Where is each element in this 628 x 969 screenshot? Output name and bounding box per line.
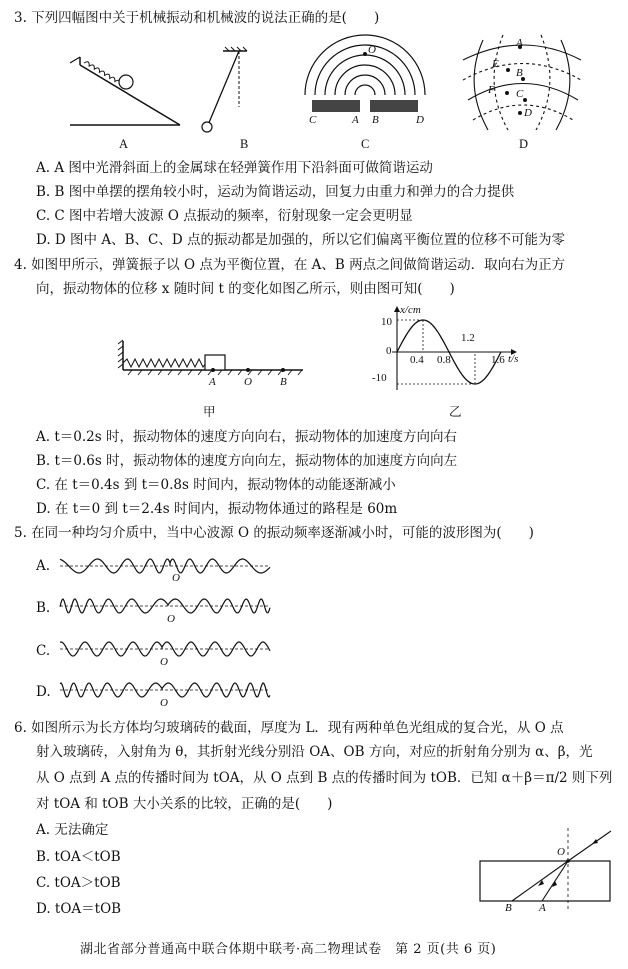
q4-graph-ylabel: x/cm	[400, 304, 421, 316]
q3-fig-d-label-e: E	[492, 58, 499, 70]
q4-graph-xlabel: t/s	[508, 353, 519, 365]
q3-caption-d: D	[519, 137, 529, 151]
q3-fig-c-label-a: A	[352, 114, 359, 126]
q6-line1: 6. 如图所示为长方体均匀玻璃砖的截面，厚度为 L．现有两种单色光组成的复合光，从 O 点	[14, 720, 564, 736]
q4-graph-ytick-neg10: -10	[372, 372, 387, 384]
q4-option-c: C. 在 t＝0.4s 到 t＝0.8s 时间内，振动物体的动能逐渐减小	[36, 477, 396, 493]
q3-fig-c-label-o: O	[368, 44, 376, 56]
q4-option-d: D. 在 t＝0 到 t＝2.4s 时间内，振动物体通过的路程是 60m	[36, 501, 398, 517]
q4-graph-xtick-0-8: 0.8	[437, 354, 451, 366]
q4-fig-yi-caption: 乙	[449, 405, 462, 419]
q3-fig-c-label-c: C	[309, 114, 317, 126]
q3-option-d: D. D 图中 A、B、C、D 点的振动都是加强的，所以它们偏离平衡位置的位移不可能为零	[36, 232, 565, 248]
q6-line3: 从 O 点到 A 点的传播时间为 tOA，从 O 点到 B 点的传播时间为 tOB．已知 α＋β＝π/2 则下列	[36, 770, 613, 786]
q6-line4: 对 tOA 和 tOB 大小关系的比较，正确的是( )	[36, 796, 333, 812]
q5-wave-c-source: O	[160, 656, 168, 668]
q5-waves	[60, 548, 275, 708]
q4-fig-jia-label-b: B	[280, 376, 287, 388]
q4-stem-line1: 4. 如图甲所示，弹簧振子以 O 点为平衡位置，在 A、B 两点之间做简谐运动．取向右为正方	[14, 257, 566, 273]
q5-option-b-label: B.	[36, 600, 51, 616]
q5-stem: 5. 在同一种均匀介质中，当中心波源 O 的振动频率逐渐减小时，可能的波形图为( )	[14, 525, 534, 541]
q4-graph-xtick-1-6: 1.6	[491, 354, 505, 366]
q3-caption-b: B	[240, 137, 249, 151]
q4-fig-jia-label-o: O	[244, 376, 252, 388]
q3-fig-a	[70, 45, 185, 135]
q6-fig-label-o: O	[557, 846, 565, 858]
q4-graph-xtick-1-2: 1.2	[461, 332, 475, 344]
q5-wave-d-source: O	[160, 697, 168, 709]
q3-caption-a: A	[119, 137, 129, 151]
q4-graph-ytick-10: 10	[381, 316, 392, 328]
q6-option-d: D. tOA＝tOB	[36, 901, 122, 917]
q6-option-c: C. tOA＞tOB	[36, 875, 121, 891]
q3-fig-c-label-d: D	[416, 114, 424, 126]
q4-fig-jia	[118, 338, 308, 378]
q6-fig-label-b: B	[505, 902, 512, 914]
q3-option-a: A. A 图中光滑斜面上的金属球在轻弹簧作用下沿斜面可做简谐运动	[36, 160, 433, 176]
q4-option-b: B. t＝0.6s 时，振动物体的速度方向向左，振动物体的加速度方向向左	[36, 453, 458, 469]
q5-wave-b-source: O	[167, 613, 175, 625]
q3-option-b: B. B 图中单摆的摆角较小时，运动为简谐运动，回复力由重力和弹力的合力提供	[36, 184, 515, 200]
q3-fig-d	[463, 35, 583, 130]
q3-fig-c-label-b: B	[372, 114, 379, 126]
q3-fig-d-label-f: F	[488, 84, 495, 96]
q5-option-a-label: A.	[36, 558, 51, 574]
q4-fig-jia-caption: 甲	[203, 405, 216, 419]
q4-stem-line2: 向，振动物体的位移 x 随时间 t 的变化如图乙所示，则由图可知( )	[36, 281, 455, 297]
q3-fig-b	[195, 47, 255, 132]
q4-fig-jia-label-a: A	[209, 376, 216, 388]
q3-option-c: C. C 图中若增大波源 O 点振动的频率，衍射现象一定会更明显	[36, 208, 413, 224]
q5-option-d-label: D.	[36, 684, 51, 700]
q6-fig	[470, 828, 615, 913]
q4-option-a: A. t＝0.2s 时，振动物体的速度方向向右，振动物体的加速度方向向右	[36, 429, 457, 445]
q3-fig-d-label-d: D	[524, 107, 532, 119]
q5-option-c-label: C.	[36, 643, 51, 659]
q6-option-a: A. 无法确定	[36, 822, 109, 838]
q3-caption-c: C	[361, 137, 370, 151]
q4-graph-xtick-0-4: 0.4	[410, 354, 424, 366]
q3-fig-d-label-b: B	[516, 67, 523, 79]
q3-fig-d-label-a: A	[516, 37, 523, 49]
q5-wave-a-source: O	[172, 572, 180, 584]
q6-line2: 射入玻璃砖，入射角为 θ，其折射光线分别沿 OA、OB 方向，对应的折射角分别为 α、β，光	[36, 744, 593, 760]
q6-fig-label-a: A	[539, 902, 546, 914]
page-footer: 湖北省部分普通高中联合体期中联考·高二物理试卷 第 2 页(共 6 页)	[80, 942, 497, 957]
q3-stem: 3. 下列四幅图中关于机械振动和机械波的说法正确的是( )	[14, 10, 380, 26]
q4-graph-ytick-0: 0	[386, 345, 392, 357]
q3-fig-c	[300, 40, 430, 130]
q3-fig-d-label-c: C	[516, 88, 524, 100]
q6-option-b: B. tOA＜tOB	[36, 849, 121, 865]
